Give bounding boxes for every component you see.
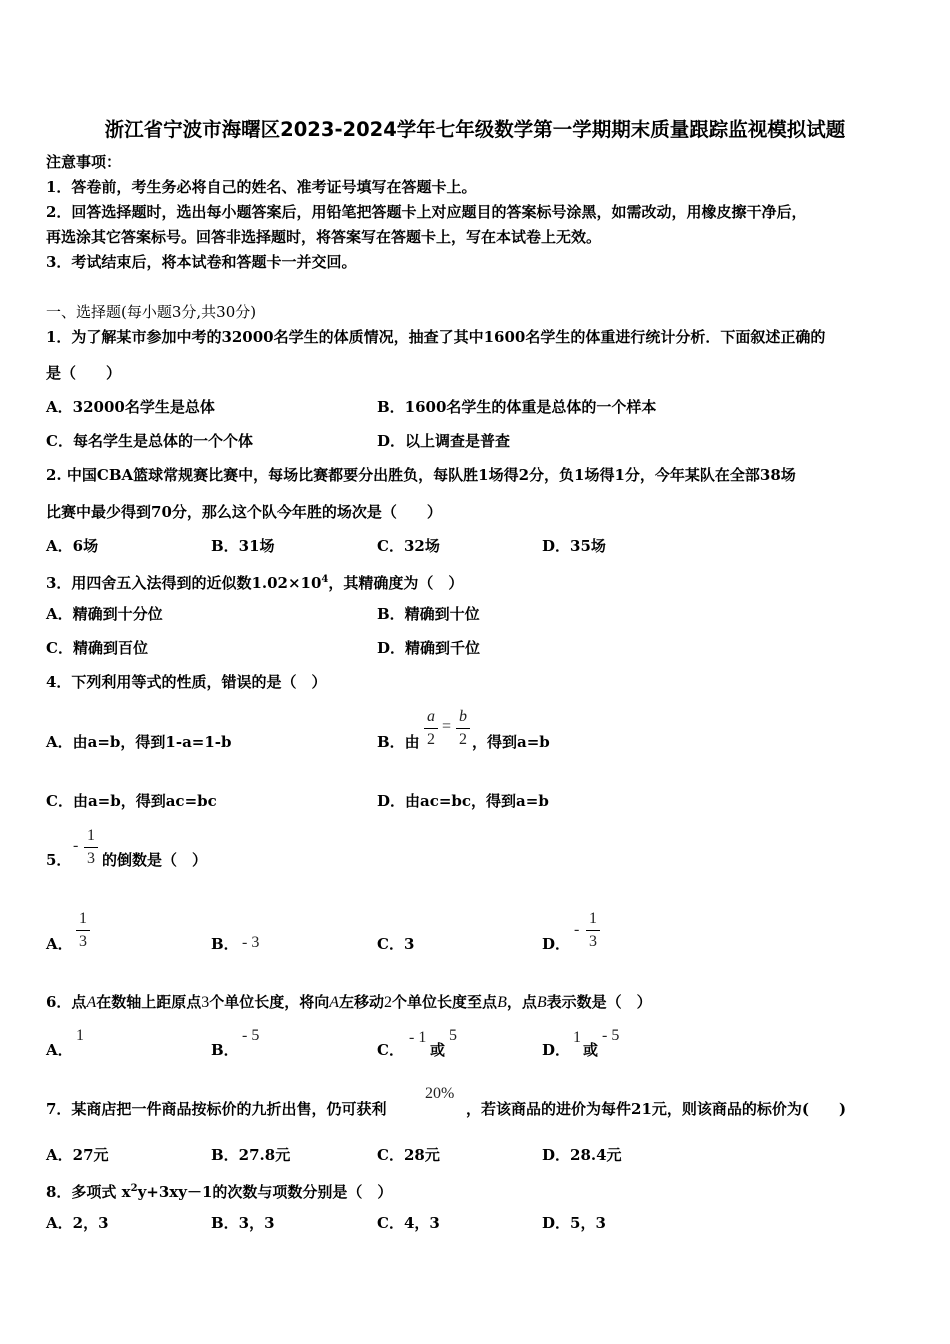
q1-option-a: A．32000名学生是总体 [46, 398, 215, 416]
q5-option-d-label: D． [542, 935, 571, 953]
q5-option-c: C．3 [377, 935, 415, 953]
q7-option-b: B．27.8元 [211, 1146, 291, 1164]
q4-option-d: D．由ac=bc，得到a=b [377, 792, 549, 810]
q7-percent: 20% [425, 1085, 455, 1102]
q1-option-b: B．1600名学生的体重是总体的一个样本 [377, 398, 657, 416]
q7-stem-end: ，若该商品的进价为每件21元，则该商品的标价为( ) [466, 1100, 847, 1118]
q4-option-b-tail: ，得到a=b [472, 733, 550, 751]
notice-item: 1．答卷前，考生务必将自己的姓名、准考证号填写在答题卡上。 [46, 178, 477, 196]
q2-option-d: D．35场 [542, 537, 606, 555]
notice-heading: 注意事项： [46, 153, 122, 171]
q6-option-c-value2: 5 [449, 1027, 457, 1044]
q8-option-a: A．2，3 [46, 1214, 109, 1232]
q3-option-c: C．精确到百位 [46, 639, 148, 657]
q2-stem: 2. 中国CBA篮球常规赛比赛中，每场比赛都要分出胜负，每队胜1场得2分，负1场得1分，今年某队在全部38场 [46, 466, 796, 484]
notice-item: 3．考试结束后，将本试卷和答题卡一并交回。 [46, 253, 357, 271]
q8-option-d: D．5，3 [542, 1214, 606, 1232]
q5-option-b-value: - 3 [242, 934, 260, 951]
q2-option-b: B．31场 [211, 537, 275, 555]
q5-stem: 的倒数是（ ） [102, 851, 208, 869]
q6-option-c-value1: - 1 [409, 1029, 427, 1046]
notice-item: 2．回答选择题时，选出每小题答案后，用铅笔把答题卡上对应题目的答案标号涂黑，如需改动，用橡皮擦干净后， [46, 203, 807, 221]
q6-option-d-label: D． [542, 1041, 571, 1059]
q2-option-a: A．6场 [46, 537, 99, 555]
q8-option-b: B．3，3 [211, 1214, 275, 1232]
q4-option-c: C．由a=b，得到ac=bc [46, 792, 217, 810]
q6-option-d-value1: 1 [573, 1029, 581, 1046]
q3-option-b: B．精确到十位 [377, 605, 480, 623]
q1-stem: 1．为了解某市参加中考的32000名学生的体质情况，抽查了其中1600名学生的体重进行统计分析．下面叙述正确的 [46, 328, 826, 346]
q1-option-c: C．每名学生是总体的一个个体 [46, 432, 253, 450]
q4-option-a: A．由a=b，得到1-a=1-b [46, 733, 232, 751]
q6-option-a-value: 1 [76, 1027, 84, 1044]
q3-option-a: A．精确到十分位 [46, 605, 163, 623]
q7-option-d: D．28.4元 [542, 1146, 622, 1164]
q2-option-c: C．32场 [377, 537, 440, 555]
q8-stem: 8．多项式 $x^2y+3xy-1$的次数与项数分别是（ ） [46, 1183, 393, 1201]
q7-stem-start: 7．某商店把一件商品按标价的九折出售，仍可获利 [46, 1100, 387, 1118]
q1-stem-cont: 是（ ） [46, 364, 122, 382]
equals-sign: = [442, 718, 452, 735]
q5-number: 5． [46, 851, 72, 869]
q7-option-a: A．27元 [46, 1146, 109, 1164]
fraction-b-over-2: b 2 [456, 707, 470, 750]
notice-item: 再选涂其它答案标号。回答非选择题时，将答案写在答题卡上，写在本试卷上无效。 [46, 228, 602, 246]
q3-stem: 3．用四舍五入法得到的近似数$1.02\times 10^4$，其精确度为（ ） [46, 574, 464, 592]
q1-option-d: D．以上调查是普查 [377, 432, 511, 450]
section-heading: 一、选择题(每小题3分,共30分) [46, 303, 257, 321]
q6-option-d-value2: - 5 [602, 1027, 620, 1044]
fraction-1-over-3: 1 3 [84, 826, 98, 869]
q6-option-a-label: A． [46, 1041, 73, 1059]
page-title: 浙江省宁波市海曙区2023-2024学年七年级数学第一学期期末质量跟踪监视模拟试题 [104, 118, 846, 141]
q5-option-d-fraction: 1 3 [586, 909, 600, 952]
q3-option-d: D．精确到千位 [377, 639, 481, 657]
q5-option-b-label: B． [211, 935, 239, 953]
q6-option-c-or: 或 [430, 1041, 446, 1059]
q6-option-d-or: 或 [583, 1041, 599, 1059]
q5-option-a-label: A． [46, 935, 73, 953]
q6-stem: 6．点A在数轴上距原点3个单位长度，将向A左移动2个单位长度至点B，点B表示数是（ ） [46, 993, 652, 1011]
minus-sign: - [73, 837, 79, 854]
fraction-a-over-2: a 2 [424, 707, 438, 750]
q5-option-a-fraction: 1 3 [76, 909, 90, 952]
q2-stem-cont: 比赛中最少得到70分，那么这个队今年胜的场次是（ ） [46, 503, 442, 521]
q6-option-c-label: C． [377, 1041, 404, 1059]
q6-option-b-label: B． [211, 1041, 239, 1059]
q7-option-c: C．28元 [377, 1146, 440, 1164]
q4-option-b-label: B．由 [377, 733, 420, 751]
q8-option-c: C．4，3 [377, 1214, 440, 1232]
q6-option-b-value: - 5 [242, 1027, 260, 1044]
q4-stem: 4．下列利用等式的性质，错误的是（ ） [46, 673, 327, 691]
q5-option-d-minus: - [574, 921, 580, 938]
